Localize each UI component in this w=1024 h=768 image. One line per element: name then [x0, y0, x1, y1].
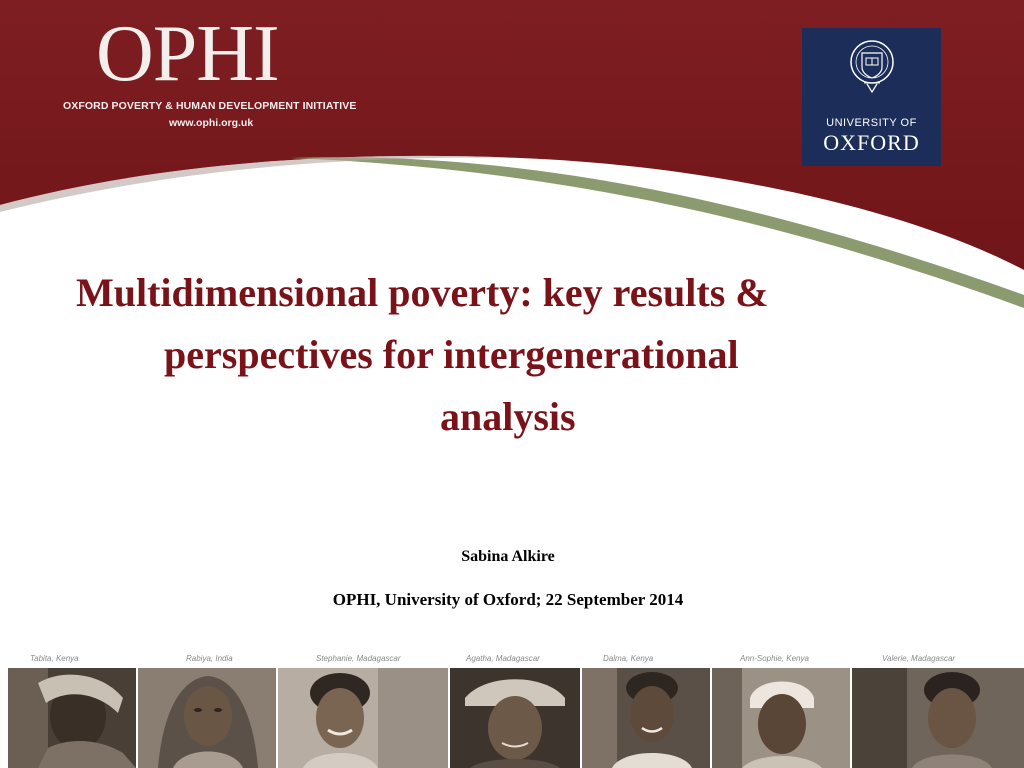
portrait-photo [450, 668, 580, 768]
ophi-url: www.ophi.org.uk [169, 117, 254, 129]
title-line-3: analysis [440, 394, 576, 439]
portrait-photo [852, 668, 1024, 768]
oxford-line2: OXFORD [823, 130, 920, 155]
oxford-logo [802, 28, 941, 166]
photo-caption: Rabiya, India [186, 654, 233, 663]
photo-caption: Stephanie, Madagascar [316, 654, 401, 663]
oxford-line1: UNIVERSITY OF [826, 117, 917, 129]
photo-caption: Valerie, Madagascar [882, 654, 956, 663]
slide-title [60, 262, 960, 448]
author-name: Sabina Alkire [461, 548, 555, 565]
photo-strip [8, 668, 1024, 768]
portrait-photo [712, 668, 850, 768]
photo-caption: Ann-Sophie, Kenya [740, 654, 809, 663]
photo-captions [0, 654, 1024, 666]
photo-caption: Dalma, Kenya [603, 654, 654, 663]
title-line-2: perspectives for intergenerational [164, 332, 739, 377]
photo-caption: Agatha, Madagascar [466, 654, 540, 663]
photo-caption: Tabita, Kenya [30, 654, 79, 663]
portrait-photo [582, 668, 710, 768]
title-line-1: Multidimensional poverty: key results & [76, 270, 769, 315]
affiliation: OPHI, University of Oxford; 22 September 2014 [332, 590, 684, 609]
ophi-full-name: OXFORD POVERTY & HUMAN DEVELOPMENT INITIATIVE [63, 100, 357, 112]
portrait-photo [278, 668, 448, 768]
portrait-photo [138, 668, 276, 768]
ophi-logo: OPHI [96, 10, 279, 98]
oxford-crest-icon [849, 38, 895, 98]
portrait-photo [8, 668, 136, 768]
